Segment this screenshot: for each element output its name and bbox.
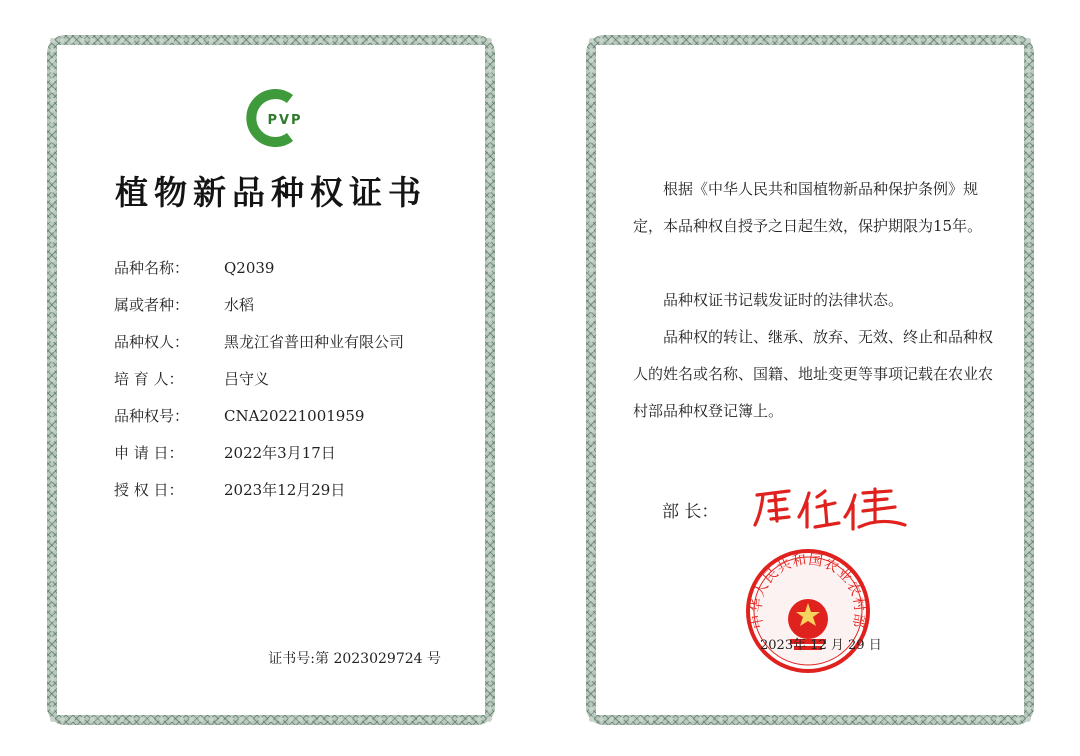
field-value: CNA20221001959 — [224, 407, 365, 425]
field-label: 品种权号： — [114, 407, 190, 425]
certificate-front-page — [47, 35, 495, 725]
pvp-logo-icon — [242, 89, 312, 147]
certificate-number: 证书号:第 2023029724 号 — [268, 651, 441, 667]
field-breeder — [114, 368, 269, 389]
pvp-logo-text: PVP — [267, 113, 303, 128]
minister-signature — [751, 481, 911, 533]
field-value: Q2039 — [224, 259, 275, 277]
paragraph-legal-status: 品种权证书记载发证时的法律状态。 — [663, 291, 904, 309]
field-grant-date — [114, 479, 345, 500]
minister-label: 部 长： — [662, 502, 719, 522]
certificate-front-content — [57, 45, 485, 715]
field-right-number — [114, 405, 364, 426]
paragraph-registration: 品种权的转让、继承、放弃、无效、终止和品种权人的姓名或名称、国籍、地址变更等事项记载在农业农村部品种权登记簿上。 — [633, 328, 994, 420]
field-genus-species — [114, 294, 254, 315]
field-value: 水稻 — [224, 296, 255, 314]
certificate-back-page — [586, 35, 1034, 725]
field-label: 属或者种： — [114, 296, 190, 314]
field-variety-name — [114, 257, 274, 278]
official-seal — [744, 547, 872, 675]
field-label: 品种名称： — [114, 259, 190, 277]
field-label: 授 权 日： — [114, 481, 184, 499]
field-label: 申 请 日： — [114, 444, 184, 462]
field-value: 吕守义 — [224, 370, 270, 388]
paragraph-validity: 根据《中华人民共和国植物新品种保护条例》规定，本品种权自授予之日起生效，保护期限为15年。 — [633, 180, 983, 235]
field-label: 培 育 人： — [114, 370, 184, 388]
field-value: 2023年12月29日 — [224, 481, 346, 499]
field-right-holder — [114, 331, 404, 352]
field-value: 2022年3月17日 — [224, 444, 336, 462]
certificate-back-content — [596, 45, 1024, 715]
field-application-date — [114, 442, 336, 463]
seal-text: 中华人民共和国农业农村部 — [748, 551, 868, 630]
issue-date: 2023年 12 月 29 日 — [760, 638, 882, 653]
field-label: 品种权人： — [114, 333, 190, 351]
field-value: 黑龙江省普田种业有限公司 — [224, 333, 405, 351]
certificate-title: 植物新品种权证书 — [115, 173, 427, 212]
